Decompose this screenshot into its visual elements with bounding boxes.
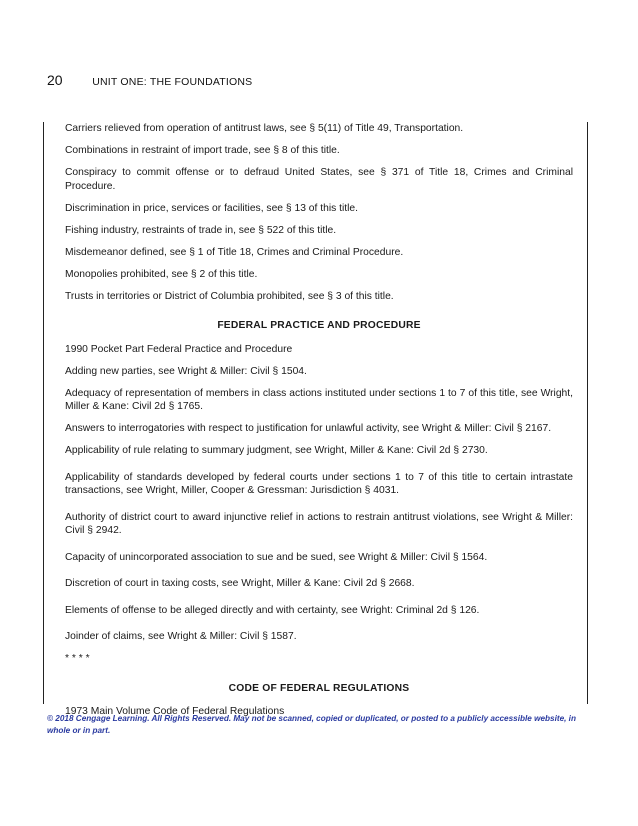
page-number: 20: [47, 72, 63, 88]
list-item: 1973 Main Volume Code of Federal Regulations: [65, 706, 285, 717]
list-item: Adequacy of representation of members in class actions instituted under sections 1 to 7 of this title, see Wright, Miller & Kane: Civil 2d § 1765.: [65, 387, 573, 412]
document-body: [65, 122, 573, 727]
section-heading-cfr: CODE OF FEDERAL REGULATIONS: [228, 682, 410, 694]
list-item: Trusts in territories or District of Columbia prohibited, see § 3 of this title.: [65, 290, 394, 302]
ellipsis-marker: * * * *: [65, 653, 90, 664]
list-item: Applicability of standards developed by federal courts under sections 1 to 7 of this title to certain intrastate transactions, see Wright, Miller, Cooper & Gressman: Jurisdiction § 4031.: [65, 471, 573, 496]
list-item: Authority of district court to award injunctive relief in actions to restrain antitrust violations, see Wright & Miller: Civil § 2942.: [65, 511, 573, 536]
list-item: Fishing industry, restraints of trade in, see § 522 of this title.: [65, 224, 337, 236]
section-heading-federal-practice: FEDERAL PRACTICE AND PROCEDURE: [217, 320, 421, 331]
section-antitrust-references: [65, 122, 573, 303]
list-item: Capacity of unincorporated association to sue and be sued, see Wright & Miller: Civil § 1564.: [65, 551, 488, 563]
copyright-notice: © 2018 Cengage Learning. All Rights Reserved. May not be scanned, copied or duplicated, or posted to a publicly accessible website, in whole or in part.: [47, 714, 576, 735]
list-item: Monopolies prohibited, see § 2 of this title.: [65, 268, 258, 280]
page-header: [47, 72, 252, 88]
section-federal-practice: [65, 343, 573, 666]
list-item: Applicability of rule relating to summary judgment, see Wright, Miller & Kane: Civil 2d § 2730.: [65, 445, 488, 456]
list-item: 1990 Pocket Part Federal Practice and Procedure: [65, 343, 293, 355]
list-item: Discrimination in price, services or facilities, see § 13 of this title.: [65, 202, 358, 214]
list-item: Discretion of court in taxing costs, see Wright, Miller & Kane: Civil 2d § 2668.: [65, 578, 415, 589]
list-item: Elements of offense to be alleged directly and with certainty, see Wright: Criminal 2d § 126.: [65, 604, 480, 616]
list-item: Answers to interrogatories with respect to justification for unlawful activity, see Wright & Miller: Civil § 2167.: [65, 423, 552, 434]
list-item: Carriers relieved from operation of antitrust laws, see § 5(11) of Title 49, Transportation.: [65, 123, 464, 134]
list-item: Conspiracy to commit offense or to defraud United States, see § 371 of Title 18, Crimes and Criminal Procedure.: [65, 167, 573, 192]
list-item: Joinder of claims, see Wright & Miller: Civil § 1587.: [65, 631, 297, 642]
list-item: Combinations in restraint of import trade, see § 8 of this title.: [65, 145, 340, 156]
list-item: Misdemeanor defined, see § 1 of Title 18, Crimes and Criminal Procedure.: [65, 246, 404, 258]
list-item: Adding new parties, see Wright & Miller: Civil § 1504.: [65, 365, 307, 377]
unit-title: UNIT ONE: THE FOUNDATIONS: [92, 76, 253, 88]
